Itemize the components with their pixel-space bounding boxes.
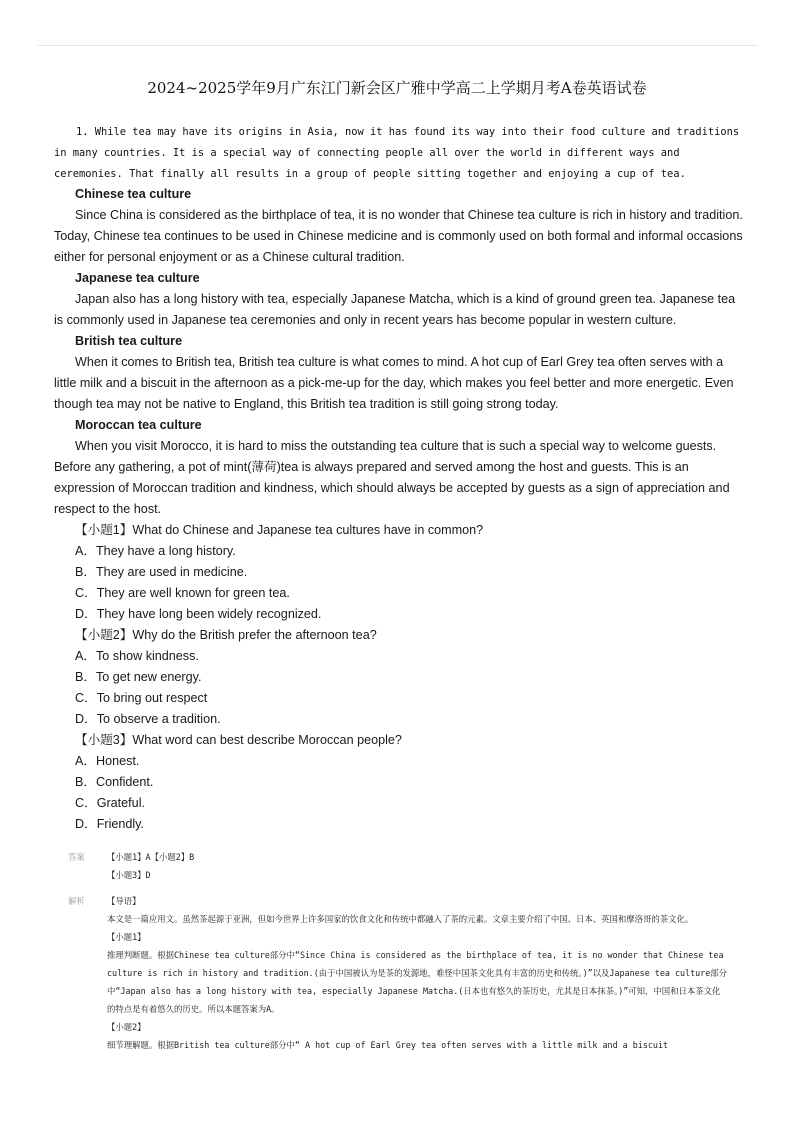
passage-body <box>54 184 746 835</box>
answer-section <box>68 848 728 884</box>
top-divider <box>38 45 758 46</box>
analysis-line: 本文是一篇应用文。虽然茶起源于亚洲，但如今世界上许多国家的饮食文化和传统中都融入了茶的元素。文章主要介绍了中国、日本、英国和摩洛哥的茶文化。 <box>107 914 694 924</box>
section-paragraph: When you visit Morocco, it is hard to miss the outstanding tea culture that is such a special way to welcome guests. Before any gathering, a pot of mint(薄荷)tea is always prepared and served among the host and guests. This is an expression of Moroccan tradition and kindness, which should always be accepted by guests as a sign of appreciation and respect to the host. <box>54 439 730 516</box>
question-title: 【小题1】What do Chinese and Japanese tea cultures have in common? <box>75 523 484 537</box>
answer-content <box>107 848 728 884</box>
analysis-line: 细节理解题。根据British tea culture部分中“ A hot cup of Earl Grey tea often serves with a little milk and a biscuit <box>107 1040 669 1050</box>
question-option: D．Friendly. <box>75 817 145 831</box>
question-option: B．To get new energy. <box>75 670 202 684</box>
section-heading: Moroccan tea culture <box>75 418 202 432</box>
section-paragraph: Japan also has a long history with tea, especially Japanese Matcha, which is a kind of ground green tea. Japanese tea is commonly used in Japanese tea ceremonies and only in recent years has become popular in western culture. <box>54 292 736 327</box>
analysis-line: 【小题2】 <box>107 1022 146 1032</box>
analysis-line: 【小题1】 <box>107 932 146 942</box>
question-3 <box>54 730 746 835</box>
question-option: B．Confident. <box>75 775 154 789</box>
intro-paragraph: 1. While tea may have its origins in Asia, now it has found its way into their food culture and traditions in many countries. It is a special way of connecting people all over the world in different ways and ceremonies. That finally all results in a group of people sitting together and enjoying a cup of tea. <box>54 126 740 180</box>
analysis-line: 推理判断题。根据Chinese tea culture部分中“Since China is considered as the birthplace of tea, it is no wonder that Chinese tea culture is rich in history and tradition.(由于中国被认为是茶的发源地，难怪中国茶文化具有丰富的历史和传统。)”以及Japanese tea culture部分中“Japan also has a long history with tea, especially Japanese Matcha.(日本也有悠久的茶历史，尤其是日本抹茶。)”可知，中国和日本茶文化的特点是有着悠久的历史。所以本题答案为A。 <box>107 950 728 1014</box>
analysis-section <box>68 892 728 1054</box>
question-option: D．To observe a tradition. <box>75 712 221 726</box>
passage-intro <box>54 122 744 185</box>
question-title: 【小题2】Why do the British prefer the afternoon tea? <box>75 628 377 642</box>
question-option: C．To bring out respect <box>75 691 208 705</box>
page-title: 2024~2025学年9月广东江门新会区广雅中学高二上学期月考A卷英语试卷 <box>147 79 647 97</box>
question-2 <box>54 625 746 730</box>
answer-analysis-block <box>68 848 728 1054</box>
answer-line: 【小题1】A【小题2】B <box>107 852 195 862</box>
question-option: A．To show kindness. <box>75 649 199 663</box>
section-heading: Japanese tea culture <box>75 271 200 285</box>
section-paragraph: When it comes to British tea, British tea culture is what comes to mind. A hot cup of Earl Grey tea often serves with a little milk and a biscuit in the afternoon as a pick-me-up for the day, which makes you feel better and more energetic. Even though tea may not be native to England, this British tea tradition is still going strong today. <box>54 355 734 411</box>
section-heading: Chinese tea culture <box>75 187 192 201</box>
analysis-line: 【导语】 <box>107 896 141 906</box>
answer-label: 答案 <box>68 852 85 862</box>
question-1 <box>54 520 746 625</box>
question-option: A．Honest. <box>75 754 140 768</box>
section-paragraph: Since China is considered as the birthplace of tea, it is no wonder that Chinese tea culture is rich in history and tradition. Today, Chinese tea continues to be used in Chinese medicine and is commonly used on both formal and informal occasions either for personal enjoyment or as a Chinese cultural tradition. <box>54 208 743 264</box>
section-heading: British tea culture <box>75 334 183 348</box>
question-title: 【小题3】What word can best describe Moroccan people? <box>75 733 402 747</box>
question-option: C．They are well known for green tea. <box>75 586 290 600</box>
question-option: D．They have long been widely recognized. <box>75 607 322 621</box>
question-option: B．They are used in medicine. <box>75 565 248 579</box>
analysis-label: 解析 <box>68 896 85 906</box>
answer-line: 【小题3】D <box>107 870 151 880</box>
question-option: C．Grateful. <box>75 796 145 810</box>
analysis-content <box>107 892 728 1054</box>
question-option: A．They have a long history. <box>75 544 236 558</box>
